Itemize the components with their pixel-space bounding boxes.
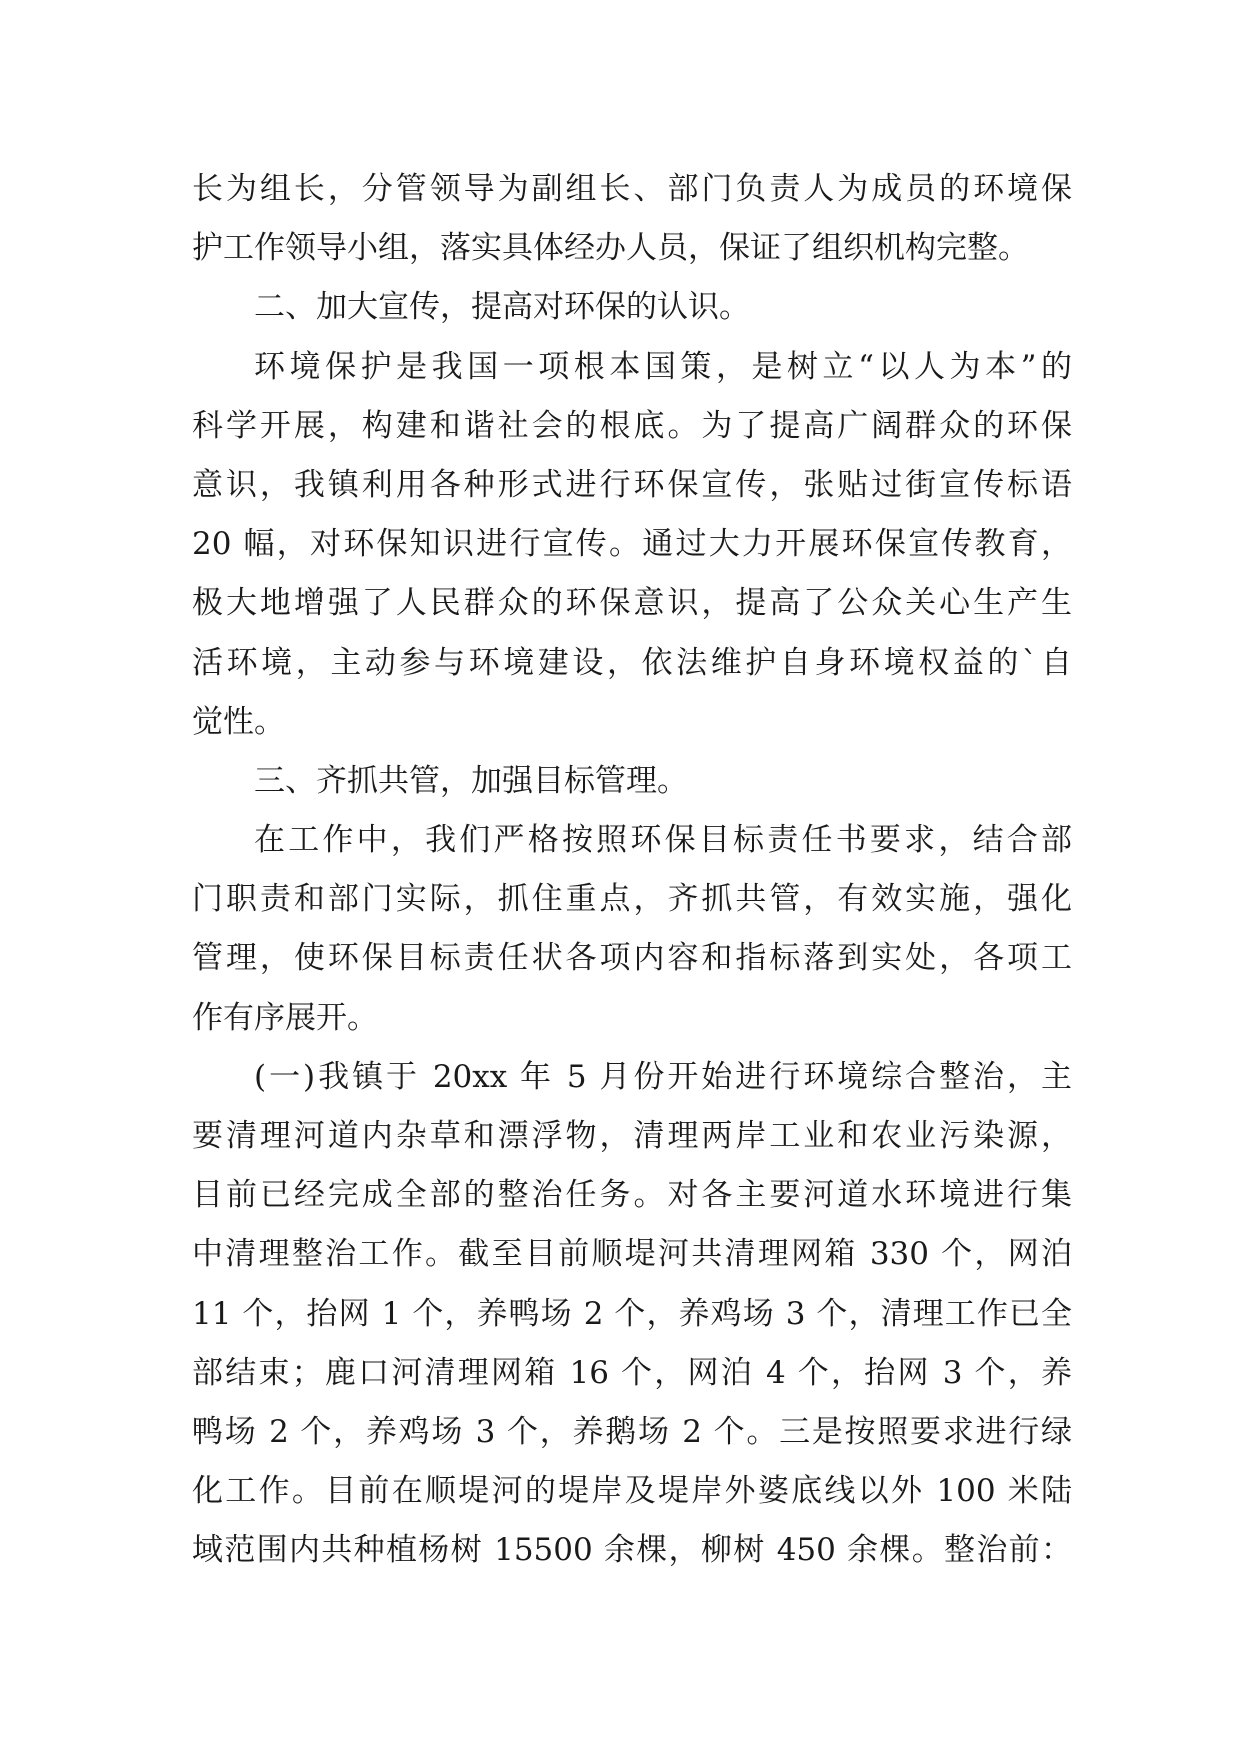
text-line: 科学开展，构建和谐社会的根底。为了提高广阔群众的环保	[192, 407, 1072, 444]
text-line: 意识，我镇利用各种形式进行环保宣传，张贴过街宣传标语	[192, 466, 1072, 503]
text-line: 要清理河道内杂草和漂浮物，清理两岸工业和农业污染源，	[192, 1118, 1072, 1154]
body-text	[192, 160, 1072, 1581]
text-line: 极大地增强了人民群众的环保意识，提高了公众关心生产生	[192, 585, 1072, 622]
text-line: 中清理整治工作。截至目前顺堤河共清理网箱 330 个，网泊	[192, 1236, 1072, 1273]
text-line: 域范围内共种植杨树 15500 余棵，柳树 450 余棵。整治前：	[192, 1532, 1072, 1569]
text-line: 环境保护是我国一项根本国策，是树立“以人为本”的	[254, 348, 1072, 385]
text-line: 长为组长，分管领导为副组长、部门负责人为成员的环境保	[192, 171, 1072, 207]
text-line: 目前已经完成全部的整治任务。对各主要河道水环境进行集	[192, 1177, 1072, 1214]
text-line: 部结束；鹿口河清理网箱 16 个，网泊 4 个，抬网 3 个，养	[192, 1354, 1072, 1391]
text-line: 二、加大宣传，提高对环保的认识。	[254, 289, 750, 326]
text-line: 觉性。	[192, 703, 285, 740]
text-line: 活环境，主动参与环境建设，依法维护自身环境权益的`自	[192, 644, 1072, 681]
text-line: 20 幅，对环保知识进行宣传。通过大力开展环保宣传教育，	[192, 526, 1072, 563]
text-line: 门职责和部门实际，抓住重点，齐抓共管，有效实施，强化	[192, 881, 1072, 918]
text-line: 作有序展开。	[192, 999, 378, 1036]
text-line: 化工作。目前在顺堤河的堤岸及堤岸外婆底线以外 100 米陆	[192, 1473, 1072, 1510]
text-line: 护工作领导小组，落实具体经办人员，保证了组织机构完整。	[192, 230, 1029, 267]
text-line: 三、齐抓共管，加强目标管理。	[254, 762, 688, 799]
text-line: (一)我镇于 20xx 年 5 月份开始进行环境综合整治，主	[254, 1058, 1072, 1095]
text-line: 在工作中，我们严格按照环保目标责任书要求，结合部	[254, 822, 1072, 859]
text-line: 管理，使环保目标责任状各项内容和指标落到实处，各项工	[192, 940, 1072, 977]
text-line: 11 个，抬网 1 个，养鸭场 2 个，养鸡场 3 个，清理工作已全	[192, 1295, 1072, 1332]
text-line: 鸭场 2 个，养鸡场 3 个，养鹅场 2 个。三是按照要求进行绿	[192, 1413, 1072, 1450]
